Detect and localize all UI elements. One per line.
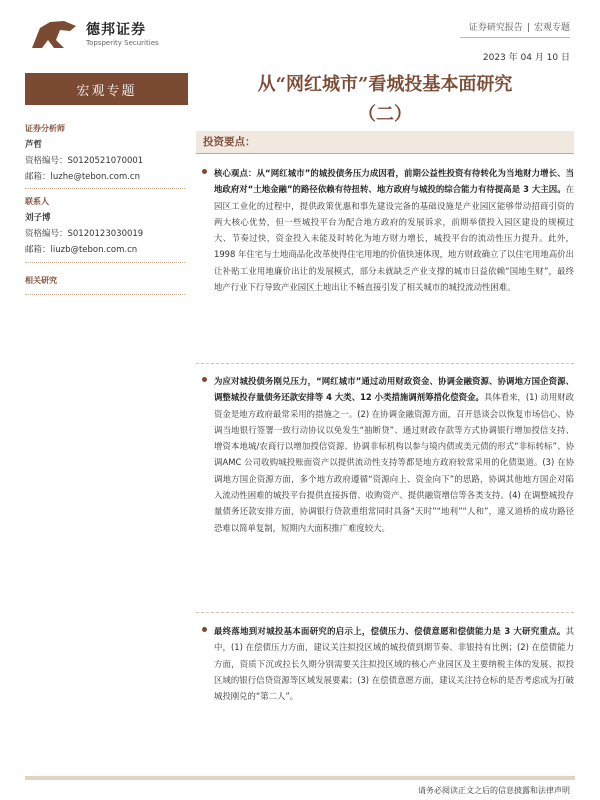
bullet-dot-icon xyxy=(202,627,207,632)
sidebar-divider xyxy=(25,262,185,263)
contact-heading: 联系人 xyxy=(25,197,49,206)
highlights-label: 投资要点： xyxy=(203,136,256,148)
bullet-text xyxy=(214,623,574,704)
bullet-dot-icon xyxy=(202,377,207,382)
brand-name-cn: 德邦证券 xyxy=(86,22,146,38)
analyst-block xyxy=(25,123,185,182)
sidebar-divider xyxy=(25,294,185,295)
bullet-item xyxy=(202,165,574,295)
bullet-item xyxy=(202,373,574,536)
bull-logo-icon xyxy=(30,18,80,52)
report-date: 2023 年 04 月 10 日 xyxy=(482,53,570,63)
analyst-name: 芦哲 xyxy=(25,140,43,150)
bullet-item xyxy=(202,623,574,704)
analyst-email[interactable]: 邮箱：luzhe@tebon.com.cn xyxy=(25,172,140,182)
company-logo xyxy=(30,18,159,52)
sidebar-title: 宏观专题 xyxy=(25,73,188,105)
section-divider xyxy=(196,612,574,613)
title-line-1: 从“网红城市”看城投基本面研究 xyxy=(257,74,513,95)
contact-email[interactable]: 邮箱：liuzb@tebon.com.cn xyxy=(25,245,138,255)
bullet-text xyxy=(214,373,574,536)
page-title xyxy=(196,70,574,130)
footer-bar xyxy=(25,776,575,780)
bullet-lead: 核心观点：从“网红城市”的城投债务压力成因看，前期公益性投资有待转化为当地财力增长、当地政府对“土地金融”的路径依赖有待扭转、地方政府与城投的综合能力有待提高是 3 大主因。 xyxy=(214,168,574,195)
report-category: 证券研究报告 | 宏观专题 xyxy=(468,23,570,33)
analyst-heading: 证券分析师 xyxy=(25,124,65,133)
contact-name: 刘子博 xyxy=(25,213,51,223)
bullet-body: 具体看来，(1) 动用财政资金是地方政府最常采用的措施之一。(2) 在协调金融资源方面，召开恳谈会以恢复市场信心、协调当地银行签署一致行动协议以免发生“抽断贷”、通过财政存款等方式协调银行增加授信支持、增资本地城/农商行以增加授信资源、协调非标机构以参与境内债或美元债的形式“非标转标”、协调AMC 公司收购城投账面资产以提供流动性支持等都是地方政府较常采用的化债渠道。(3) 在协调地方国企资源方面，多个地方政府遵循“资源向上、资金向下”的思路，协调其他地方国企对陷入流动性困难的城投平台提供直接拆借、收购资产、提供融资增信等各类支持。(4) 在调整城投存量债务还款安排方面，协调银行贷款重组常同时具备“天时”“地利”“人和”，違又道桥的成功路径恐难以简单复制，短期内大面积推广难度较大。 xyxy=(214,392,574,533)
bullet-body: 在园区工业化的过程中，提供政策优惠和事先建设完备的基础设施是产业园区能够带动招商引资的两大核心优势，但一些城投平台为配合地方政府的发展诉求，前期举债投入园区建设的规模过大、节奏过快，资金投入未能及时转化为地方财力增长，城投平台的流动性压力提升。此外，1998 年住宅与土地商品化改革使得住宅用地的价值快速体现，地方财政确立了以住宅用地高价出让补贴工业用地廉价出让的发展模式，部分未就缺乏产业支撑的城市日益依赖“国地生财”，最终地产行业下行导致产业园区土地出让不畅直接引发了相关城市的城投流动性困难。 xyxy=(214,184,574,293)
sidebar-divider xyxy=(25,188,185,189)
contact-cert: 资格编号：S0120123030019 xyxy=(25,229,144,239)
section-divider xyxy=(196,363,574,364)
contact-block xyxy=(25,196,185,255)
highlights-underline xyxy=(196,153,574,154)
analyst-cert: 资格编号：S0120521070001 xyxy=(25,156,144,166)
report-type: 证券研究报告 xyxy=(468,23,523,33)
related-heading: 相关研究 xyxy=(25,276,57,285)
bullet-body: 其中，(1) 在偿债压力方面，建议关注拟投区域的城投债到期节奏、非银持有比例；(2) 在偿债能力方面，资质下沉或拉长久期分别需要关注拟投区域的核心产业园区及主要纳税主体的发展、拟投区域的银行信贷资源等区域发展要素；(3) 在偿债意愿方面，建议关注持仓标的是否考虑成为打破城投刚兑的“第二人”。 xyxy=(214,626,574,702)
brand-name-en: Topsperity Securities xyxy=(86,39,159,47)
related-block xyxy=(25,275,185,286)
report-section: 宏观专题 xyxy=(533,23,570,33)
bullet-lead: 为应对城投债务刚兑压力，“网红城市”通过动用财政资金、协调金融资源、协调地方国企资源、调整城投存量债务还款安排等 4 大类、12 小类措施调剂筹措化偿资金。 xyxy=(214,376,574,403)
title-line-2: （二） xyxy=(358,104,412,125)
bullet-lead: 最终落地到对城投基本面研究的启示上，偿债压力、偿债意愿和偿债能力是 3 大研究重点。 xyxy=(214,626,566,636)
header-divider xyxy=(460,37,570,38)
bullet-text xyxy=(214,165,574,295)
bullet-dot-icon xyxy=(202,169,207,174)
footer-disclaimer: 请务必阅读正文之后的信息披露和法律声明 xyxy=(418,786,570,795)
